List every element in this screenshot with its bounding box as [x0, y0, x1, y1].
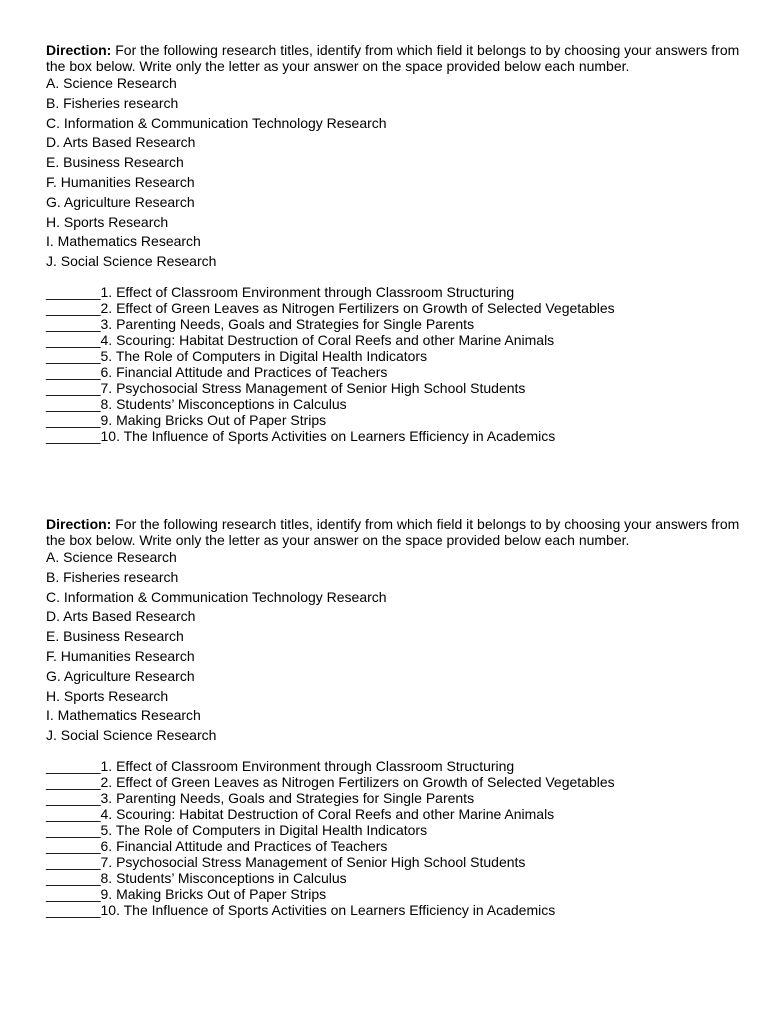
research-item-3 — [46, 790, 746, 806]
research-item-9 — [46, 886, 746, 902]
choice-i: I. Mathematics Research — [46, 233, 201, 250]
research-item-10 — [46, 902, 746, 918]
choice-f: F. Humanities Research — [46, 647, 195, 664]
choice-h: H. Sports Research — [46, 213, 169, 230]
choice-g: G. Agriculture Research — [46, 193, 195, 210]
choice-e: E. Business Research — [46, 628, 184, 645]
research-items-list — [46, 758, 746, 918]
research-items-list — [46, 284, 746, 444]
research-item-7 — [46, 380, 746, 396]
research-title: 5. The Role of Computers in Digital Health Indicators — [100, 347, 428, 364]
answer-blank: _______ — [46, 853, 101, 870]
choice-a: A. Science Research — [46, 549, 177, 565]
research-item-8 — [46, 396, 746, 412]
research-item-2 — [46, 300, 746, 316]
answer-blank: _______ — [46, 789, 101, 806]
research-item-9 — [46, 412, 746, 428]
direction-text: For the following research titles, identify from which field it belongs to by choosing your answers from the box below. Write only the letter as your answer on the space provided below each number. — [46, 42, 740, 74]
research-title: 8. Students’ Misconceptions in Calculus — [100, 395, 347, 412]
answer-blank: _______ — [46, 773, 101, 790]
research-title: 6. Financial Attitude and Practices of Teachers — [100, 363, 388, 380]
answer-blank: _______ — [46, 869, 101, 886]
research-item-6 — [46, 364, 746, 380]
research-item-5 — [46, 348, 746, 364]
choice-c: C. Information & Communication Technology Research — [46, 114, 387, 131]
worksheet-section-1 — [46, 42, 746, 444]
research-title: 3. Parenting Needs, Goals and Strategies for Single Parents — [100, 315, 475, 332]
answer-blank: _______ — [46, 411, 101, 428]
worksheet-section-2 — [46, 516, 746, 918]
research-title: 10. The Influence of Sports Activities on Learners Efficiency in Academics — [100, 427, 556, 444]
research-item-4 — [46, 332, 746, 348]
direction-paragraph — [46, 42, 746, 74]
choice-i: I. Mathematics Research — [46, 707, 201, 724]
answer-blank: _______ — [46, 283, 101, 300]
research-title: 1. Effect of Classroom Environment through Classroom Structuring — [100, 283, 515, 300]
answer-blank: _______ — [46, 757, 101, 774]
choice-h: H. Sports Research — [46, 687, 169, 704]
research-title: 7. Psychosocial Stress Management of Senior High School Students — [100, 379, 526, 396]
answer-blank: _______ — [46, 379, 101, 396]
answer-blank: _______ — [46, 299, 101, 316]
answer-blank: _______ — [46, 427, 101, 444]
answer-blank: _______ — [46, 821, 101, 838]
choice-j: J. Social Science Research — [46, 253, 217, 270]
choice-d: D. Arts Based Research — [46, 134, 196, 151]
research-item-6 — [46, 838, 746, 854]
research-item-4 — [46, 806, 746, 822]
choice-c: C. Information & Communication Technology Research — [46, 588, 387, 605]
research-title: 4. Scouring: Habitat Destruction of Coral Reefs and other Marine Animals — [100, 331, 555, 348]
research-item-8 — [46, 870, 746, 886]
research-item-10 — [46, 428, 746, 444]
research-item-7 — [46, 854, 746, 870]
answer-blank: _______ — [46, 347, 101, 364]
research-title: 7. Psychosocial Stress Management of Senior High School Students — [100, 853, 526, 870]
answer-blank: _______ — [46, 901, 101, 918]
direction-text: For the following research titles, identify from which field it belongs to by choosing your answers from the box below. Write only the letter as your answer on the space provided below each number. — [46, 516, 740, 548]
research-title: 2. Effect of Green Leaves as Nitrogen Fertilizers on Growth of Selected Vegetables — [100, 299, 615, 316]
research-item-2 — [46, 774, 746, 790]
research-title: 10. The Influence of Sports Activities on Learners Efficiency in Academics — [100, 901, 556, 918]
research-title: 6. Financial Attitude and Practices of Teachers — [100, 837, 388, 854]
choice-g: G. Agriculture Research — [46, 667, 195, 684]
choices-list — [46, 74, 746, 272]
choices-list — [46, 548, 746, 746]
answer-blank: _______ — [46, 805, 101, 822]
answer-blank: _______ — [46, 315, 101, 332]
research-item-1 — [46, 284, 746, 300]
research-title: 9. Making Bricks Out of Paper Strips — [100, 885, 327, 902]
choice-b: B. Fisheries research — [46, 568, 179, 585]
answer-blank: _______ — [46, 331, 101, 348]
research-title: 3. Parenting Needs, Goals and Strategies for Single Parents — [100, 789, 475, 806]
direction-paragraph — [46, 516, 746, 548]
choice-a: A. Science Research — [46, 75, 177, 91]
research-title: 4. Scouring: Habitat Destruction of Coral Reefs and other Marine Animals — [100, 805, 555, 822]
research-title: 5. The Role of Computers in Digital Health Indicators — [100, 821, 428, 838]
direction-label: Direction: — [46, 42, 112, 58]
research-item-5 — [46, 822, 746, 838]
research-item-3 — [46, 316, 746, 332]
research-title: 9. Making Bricks Out of Paper Strips — [100, 411, 327, 428]
answer-blank: _______ — [46, 363, 101, 380]
answer-blank: _______ — [46, 837, 101, 854]
answer-blank: _______ — [46, 885, 101, 902]
choice-j: J. Social Science Research — [46, 727, 217, 744]
choice-b: B. Fisheries research — [46, 94, 179, 111]
direction-label: Direction: — [46, 516, 112, 532]
choice-f: F. Humanities Research — [46, 173, 195, 190]
research-item-1 — [46, 758, 746, 774]
choice-d: D. Arts Based Research — [46, 608, 196, 625]
research-title: 1. Effect of Classroom Environment through Classroom Structuring — [100, 757, 515, 774]
research-title: 8. Students’ Misconceptions in Calculus — [100, 869, 347, 886]
choice-e: E. Business Research — [46, 154, 184, 171]
research-title: 2. Effect of Green Leaves as Nitrogen Fertilizers on Growth of Selected Vegetables — [100, 773, 615, 790]
answer-blank: _______ — [46, 395, 101, 412]
